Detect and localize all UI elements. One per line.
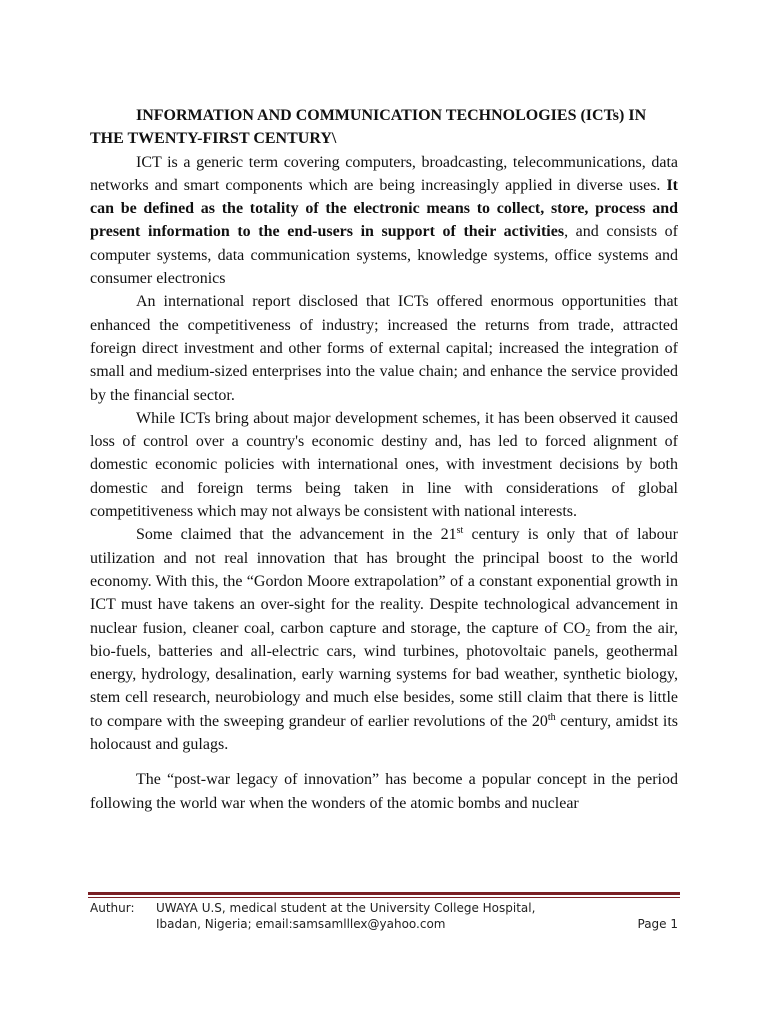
paragraph-4-text-b: century is only that of labour utilization and not real innovation that has brought the principal boost to the world economy. With this, the “Gordon Moore extrapolation” of a constant exponential growth in ICT must have takens an over-sight for the reality. Despite technological advancement in nuclear fusion, cleaner coal, carbon capture and storage, the capture of CO: [90, 526, 678, 637]
subscript-2: 2: [585, 627, 591, 639]
footer-author-line-1: UWAYA U.S, medical student at the University College Hospital,: [156, 901, 536, 915]
paragraph-5: The “post-war legacy of innovation” has become a popular concept in the period following the world war when the wonders of the atomic bombs and nuclear: [90, 771, 678, 812]
superscript-st: st: [456, 525, 464, 537]
footer-rule-thick: [88, 892, 680, 895]
paragraph-3: While ICTs bring about major development schemes, it has been observed it caused loss of control over a country's economic destiny and, has led to forced alignment of domestic economic policies with international ones, with investment decisions by both domestic and foreign terms being taken in line with considerations of global competitiveness which may not always be consistent with national interests.: [90, 409, 678, 521]
document-body: [90, 104, 678, 815]
document-title: INFORMATION AND COMMUNICATION TECHNOLOGIES (ICTs) IN THE TWENTY-FIRST CENTURY\: [90, 107, 647, 148]
paragraph-1-bold-definition: It can be defined as the totality of the electronic means to collect, store, process and present information to the end-users in support of their activities: [90, 176, 678, 241]
footer-author-info: [156, 900, 535, 932]
footer-author-label: Authur:: [90, 901, 135, 915]
paragraph-1-text-a: ICT is a generic term covering computers, broadcasting, telecommunications, data networks and smart components which are being increasingly applied in diverse uses.: [90, 153, 678, 194]
superscript-th: th: [547, 711, 556, 723]
paragraph-1: [90, 151, 678, 291]
paragraph-4: [90, 523, 678, 756]
paragraph-4-text-c: from the air, bio-fuels, batteries and all-electric cars, wind turbines, photovoltaic panels, geothermal energy, hydrology, desalination, early warning systems for bad weather, synthetic biology, stem cell research, neurobiology and much else besides, some still claim that there is little to compare with the sweeping grandeur of earlier revolutions of the 20: [90, 619, 678, 730]
paragraph-4-text-a: Some claimed that the advancement in the 21: [136, 526, 457, 544]
paragraph-2: An international report disclosed that ICTs offered enormous opportunities that enhanced the competitiveness of industry; increased the returns from trade, attracted foreign direct investment and other forms of external capital; increased the integration of small and medium-sized enterprises into the value chain; and enhance the service provided by the financial sector.: [90, 293, 678, 404]
paragraph-1-text-c: , and consists of computer systems, data communication systems, knowledge systems, office systems and consumer electronics: [90, 223, 679, 288]
paragraph-4-text-d: century, amidst its holocaust and gulags.: [90, 712, 678, 754]
footer-rule-thin: [88, 897, 680, 898]
page-number: Page 1: [637, 917, 678, 931]
footer-author-line-2: Ibadan, Nigeria; email:samsamlllex@yahoo.com: [156, 917, 446, 931]
